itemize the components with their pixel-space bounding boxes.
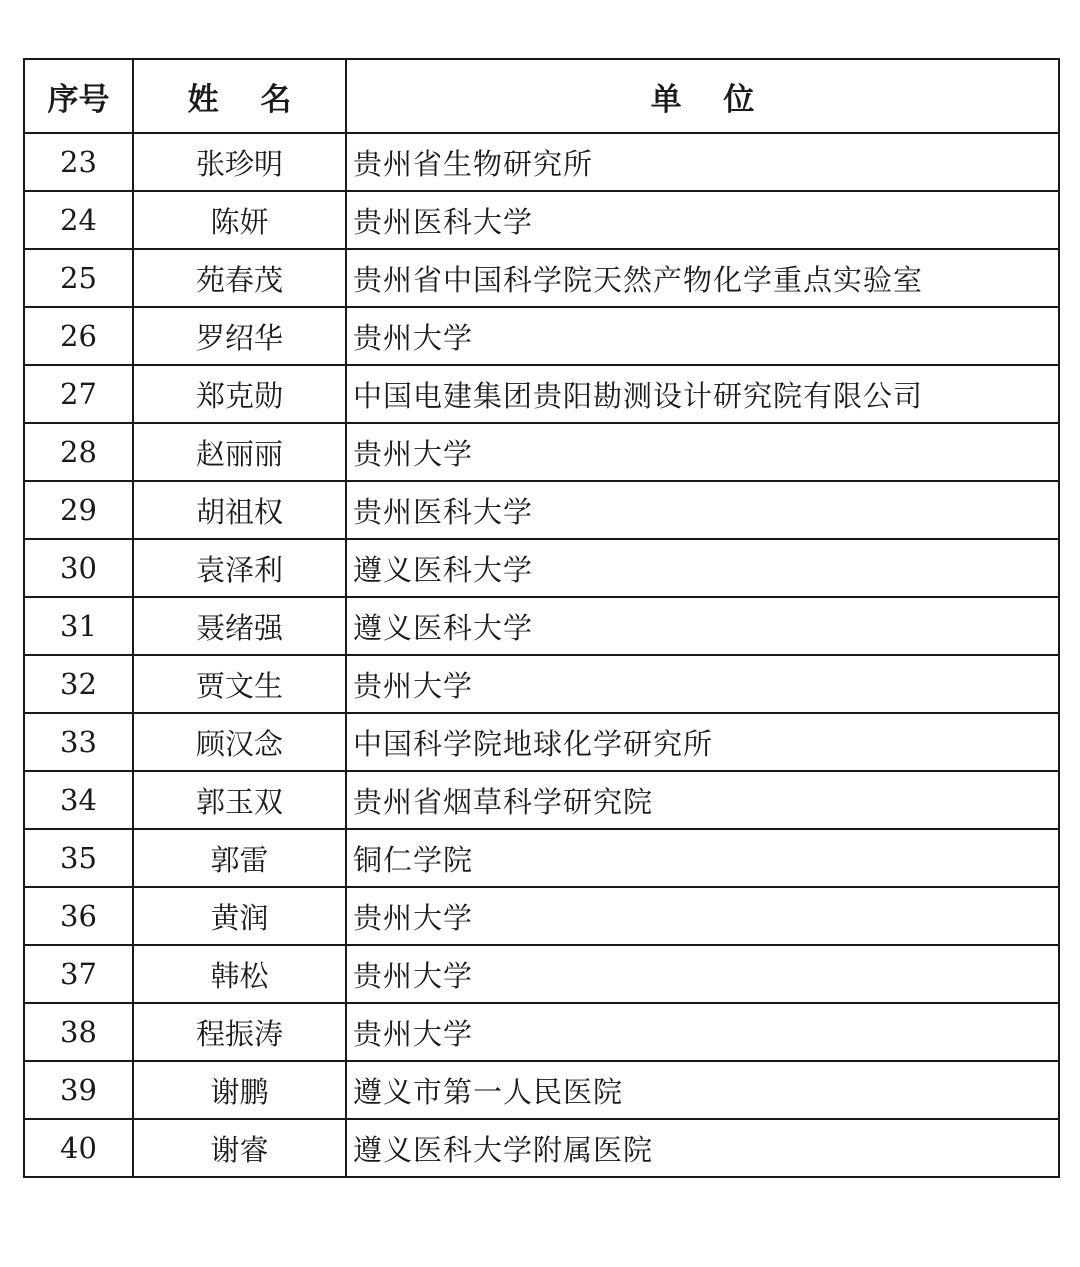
row-name: 谢鹏 [133,1061,346,1119]
row-unit: 中国电建集团贵阳勘测设计研究院有限公司 [346,365,1059,423]
row-name: 赵丽丽 [133,423,346,481]
row-unit: 贵州大学 [346,945,1059,1003]
table-row [24,597,1059,655]
row-unit: 遵义医科大学 [346,597,1059,655]
header-number: 序号 [24,59,133,133]
row-unit: 贵州大学 [346,887,1059,945]
row-name: 贾文生 [133,655,346,713]
table-row [24,249,1059,307]
row-name: 郭雷 [133,829,346,887]
header-unit: 单 位 [346,59,1059,133]
row-unit: 贵州医科大学 [346,191,1059,249]
row-number: 39 [24,1061,133,1119]
row-name: 苑春茂 [133,249,346,307]
row-name: 袁泽利 [133,539,346,597]
table-row [24,1119,1059,1177]
table-header [24,59,1059,133]
row-name: 胡祖权 [133,481,346,539]
row-unit: 贵州大学 [346,307,1059,365]
row-number: 38 [24,1003,133,1061]
table-row [24,1061,1059,1119]
row-unit: 中国科学院地球化学研究所 [346,713,1059,771]
table-row [24,481,1059,539]
roster-table [23,58,1060,1178]
table-row [24,307,1059,365]
table-row [24,771,1059,829]
table-row [24,829,1059,887]
roster-table-container [23,58,1058,1178]
table-row [24,191,1059,249]
row-number: 40 [24,1119,133,1177]
row-unit: 贵州省生物研究所 [346,133,1059,191]
table-row [24,655,1059,713]
row-name: 郑克勋 [133,365,346,423]
row-number: 28 [24,423,133,481]
table-body [24,133,1059,1177]
row-name: 顾汉念 [133,713,346,771]
row-number: 32 [24,655,133,713]
table-row [24,887,1059,945]
row-unit: 遵义市第一人民医院 [346,1061,1059,1119]
table-row [24,945,1059,1003]
row-number: 36 [24,887,133,945]
row-name: 程振涛 [133,1003,346,1061]
row-unit: 贵州省烟草科学研究院 [346,771,1059,829]
header-row [24,59,1059,133]
row-unit: 贵州大学 [346,1003,1059,1061]
row-name: 韩松 [133,945,346,1003]
row-number: 34 [24,771,133,829]
row-number: 33 [24,713,133,771]
header-name: 姓 名 [133,59,346,133]
row-name: 黄润 [133,887,346,945]
row-name: 罗绍华 [133,307,346,365]
row-unit: 贵州省中国科学院天然产物化学重点实验室 [346,249,1059,307]
row-number: 23 [24,133,133,191]
row-unit: 贵州大学 [346,423,1059,481]
row-unit: 遵义医科大学 [346,539,1059,597]
row-name: 陈妍 [133,191,346,249]
row-number: 30 [24,539,133,597]
table-row [24,365,1059,423]
table-row [24,133,1059,191]
row-unit: 贵州医科大学 [346,481,1059,539]
row-name: 谢睿 [133,1119,346,1177]
row-number: 29 [24,481,133,539]
row-unit: 铜仁学院 [346,829,1059,887]
table-row [24,713,1059,771]
row-number: 35 [24,829,133,887]
table-row [24,1003,1059,1061]
table-row [24,423,1059,481]
row-number: 31 [24,597,133,655]
row-name: 郭玉双 [133,771,346,829]
table-row [24,539,1059,597]
row-unit: 贵州大学 [346,655,1059,713]
row-number: 26 [24,307,133,365]
row-number: 37 [24,945,133,1003]
row-number: 25 [24,249,133,307]
row-number: 27 [24,365,133,423]
row-name: 聂绪强 [133,597,346,655]
row-unit: 遵义医科大学附属医院 [346,1119,1059,1177]
row-name: 张珍明 [133,133,346,191]
row-number: 24 [24,191,133,249]
